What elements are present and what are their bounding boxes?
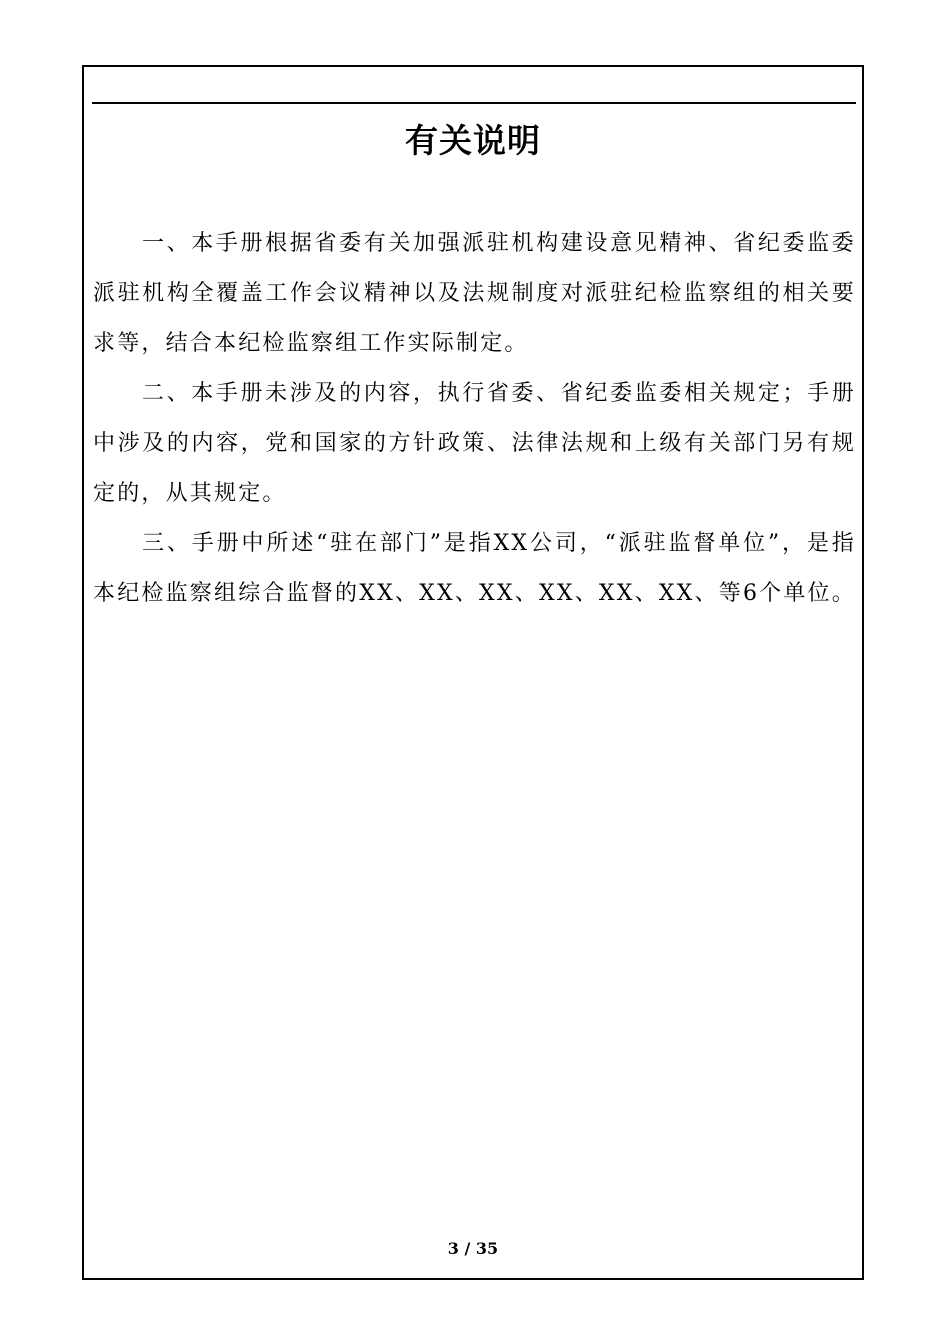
document-body — [93, 219, 856, 619]
page-frame — [82, 65, 864, 1280]
paragraph-3: 三、手册中所述“驻在部门”是指XX公司，“派驻监督单位”，是指本纪检监察组综合监督的XX、XX、XX、XX、XX、XX、等6个单位。 — [93, 531, 856, 606]
paragraph-1: 一、本手册根据省委有关加强派驻机构建设意见精神、省纪委监委派驻机构全覆盖工作会议精神以及法规制度对派驻纪检监察组的相关要求等，结合本纪检监察组工作实际制定。 — [93, 231, 856, 356]
header-rule — [92, 102, 856, 104]
page-number: 3 / 35 — [447, 1239, 499, 1258]
page-title: 有关说明 — [405, 121, 541, 160]
paragraph-2: 二、本手册未涉及的内容，执行省委、省纪委监委相关规定；手册中涉及的内容，党和国家的方针政策、法律法规和上级有关部门另有规定的，从其规定。 — [93, 381, 856, 506]
